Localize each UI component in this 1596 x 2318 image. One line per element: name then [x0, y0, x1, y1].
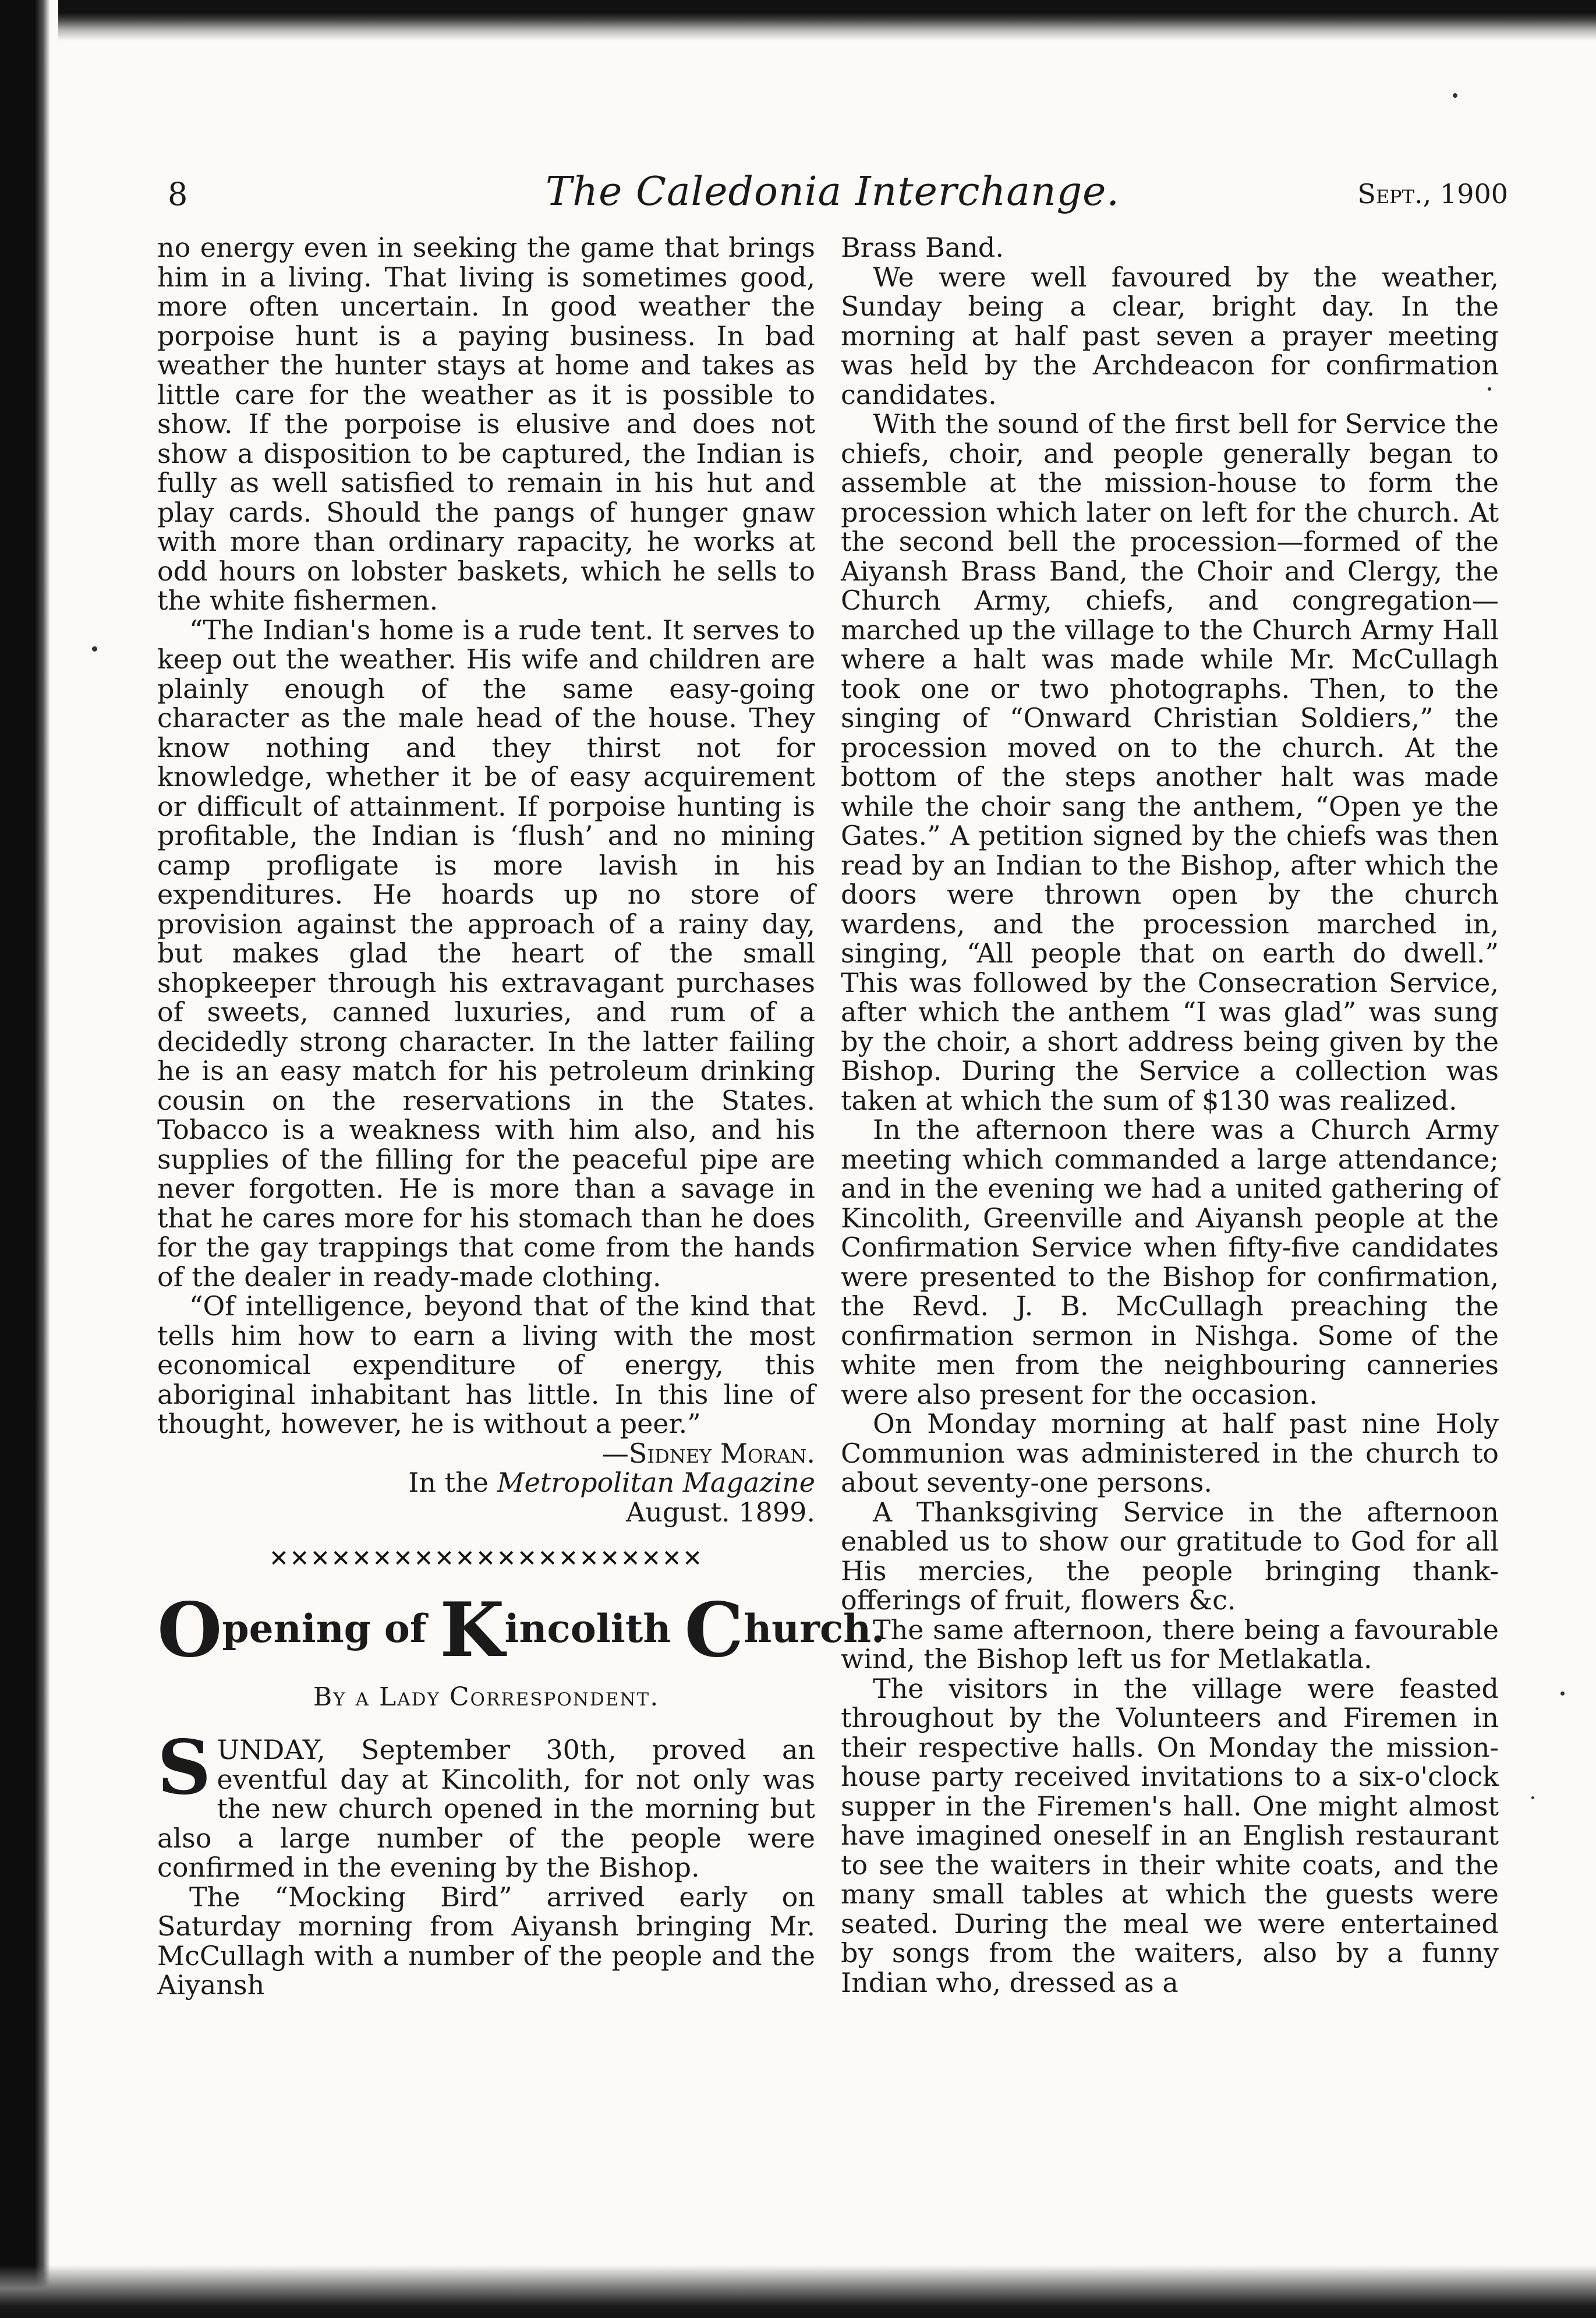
paragraph: The “Mocking Bird” arrived early on Saturday morning from Aiyansh bringing Mr. McCullagh with a number of the people and the Aiyansh	[157, 1881, 815, 2001]
scan-speck	[1531, 1796, 1534, 1799]
paragraph: The same afternoon, there being a favourable wind, the Bishop left us for Metlakatla.	[841, 1613, 1499, 1675]
paragraph: “Of intelligence, beyond that of the kind that tells him how to earn a living with the most economical expenditure of energy, this aboriginal inhabitant has little. In this line of thought, however, he is without a peer.”	[157, 1290, 815, 1439]
left-column	[157, 232, 885, 2001]
paragraph: no energy even in seeking the game that brings him in a living. That living is sometimes good, more often uncertain. In good weather the porpoise hunt is a paying business. In bad weather the hunter stays at home and takes as little care for the weather as it is possible to show. If the porpoise is elusive and does not show a disposition to be captured, the Indian is fully as well satisfied to remain in his hut and play cards. Should the pangs of hunger gnaw with more than ordinary rapacity, he works at odd hours on lobster baskets, which he sells to the white fishermen.	[157, 232, 815, 616]
section-divider-ornament: ✕✕✕✕✕✕✕✕✕✕✕✕✕✕✕✕✕✕✕✕✕	[269, 1545, 703, 1572]
issue-date: Sept., 1900	[1357, 178, 1508, 210]
signature-author: —Sidney Moran.	[601, 1437, 815, 1469]
signature-source: In the Metropolitan Magazine	[408, 1467, 815, 1498]
paragraph: The visitors in the village were feasted throughout by the Volunteers and Firemen in their respective halls. On Monday the mission-house party received invitations to a six-o'clock supper in the Firemen's hall. One might almost have imagined oneself in an English restaurant to see the waiters in their white coats, and the many small tables at which the guests were seated. During the meal we were entertained by songs from the waiters, also by a funny Indian who, dressed as a	[841, 1672, 1499, 1998]
paragraph: On Monday morning at half past nine Holy Communion was administered in the church to about seventy-one persons.	[841, 1408, 1499, 1498]
right-column	[841, 233, 1499, 1997]
scan-speck	[1453, 93, 1457, 98]
scan-speck	[92, 646, 97, 652]
article-byline: By a Lady Correspondent.	[313, 1682, 660, 1712]
article-title: Opening of Kincolith Church.	[157, 1586, 885, 1674]
scan-edge-left	[0, 0, 50, 2318]
paragraph: We were well favoured by the weather, Sunday being a clear, bright day. In the morning at half past seven a prayer meeting was held by the Archdeacon for confirmation candidates.	[841, 261, 1499, 410]
page-header	[157, 169, 1508, 221]
journal-title: The Caledonia Interchange.	[545, 169, 1120, 215]
scan-edge-bottom	[0, 2265, 1596, 2318]
drop-cap: S	[157, 1724, 211, 1811]
lead-paragraph: SUNDAY, September 30th, proved an eventful day at Kincolith, for not only was the new church opened in the morning but also a large number of the people were confirmed in the evening by the Bishop.	[157, 1724, 815, 1883]
page-number: 8	[168, 176, 188, 213]
paragraph: Brass Band.	[841, 232, 1004, 263]
paragraph: “The Indian's home is a rude tent. It serves to keep out the weather. His wife and children are plainly enough of the same easy-going character as the male head of the house. They know nothing and they thirst not for knowledge, whether it be of easy acquirement or difficult of attainment. If porpoise hunting is profitable, the Indian is ‘flush’ and no mining camp profligate is more lavish in his expenditures. He hoards up no store of provision against the approach of a rainy day, but makes glad the heart of the small shopkeeper through his extravagant purchases of sweets, canned luxuries, and rum of a decidedly strong character. In the latter failing he is an easy match for his petroleum drinking cousin on the reservations in the States. Tobacco is a weakness with him also, and his supplies of the filling for the peaceful pipe are never forgotten. He is more than a savage in that he cares more for his stomach than he does for the gay trappings that come from the hands of the dealer in ready-made clothing.	[157, 614, 815, 1293]
paragraph: In the afternoon there was a Church Army meeting which commanded a large attendance; and in the evening we had a united gathering of Kincolith, Greenville and Aiyansh people at the Confirmation Service when fifty-five candidates were presented to the Bishop for confirmation, the Revd. J. B. McCullagh preaching the confirmation sermon in Nishga. Some of the white men from the neighbouring canneries were also present for the occasion.	[841, 1114, 1499, 1410]
scan-edge-top	[58, 0, 1596, 41]
signature-date: August. 1899.	[626, 1496, 815, 1528]
paragraph: A Thanksgiving Service in the afternoon enabled us to show our gratitude to God for all His mercies, the people bringing thank-offerings of fruit, flowers &c.	[841, 1496, 1499, 1616]
paragraph: With the sound of the first bell for Service the chiefs, choir, and people generally began to assemble at the mission-house to form the procession which later on left for the church. At the second bell the procession—formed of the Aiyansh Brass Band, the Choir and Clergy, the Church Army, chiefs, and congregation—marched up the village to the Church Army Hall where a halt was made while Mr. McCullagh took one or two photographs. Then, to the singing of “Onward Christian Soldiers,” the procession moved on to the church. At the bottom of the steps another halt was made while the choir sang the anthem, “Open ye the Gates.” A petition signed by the chiefs was then read by an Indian to the Bishop, after which the doors were thrown open by the church wardens, and the procession marched in, singing, “All people that on earth do dwell.” This was followed by the Consecration Service, after which the anthem “I was glad” was sung by the choir, a short address being given by the Bishop. During the Service a collection was taken at which the sum of $130 was realized.	[841, 408, 1499, 1116]
scan-speck	[1560, 1691, 1565, 1696]
